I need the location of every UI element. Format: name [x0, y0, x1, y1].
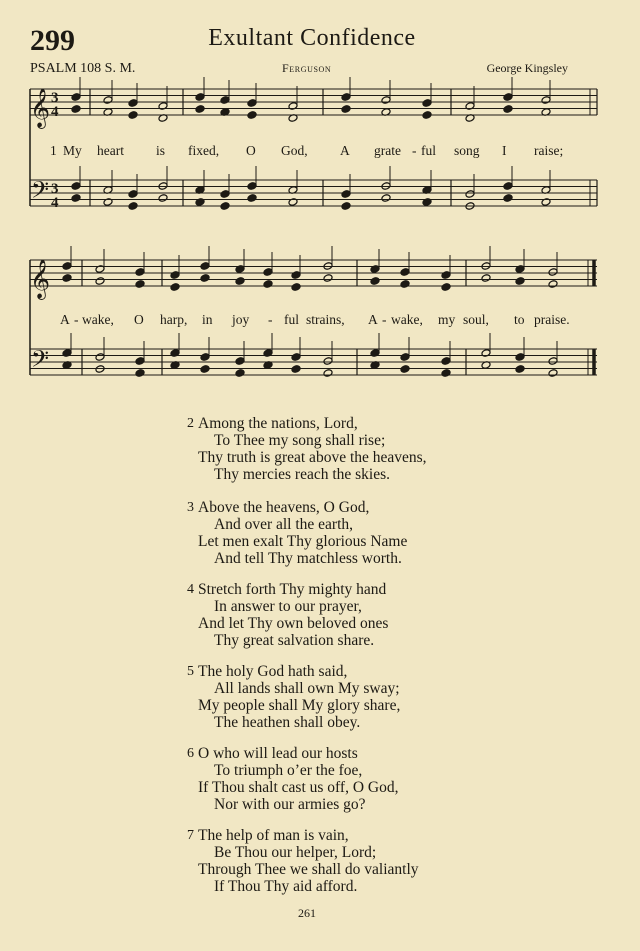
syllable: in	[202, 312, 213, 327]
quarter-note-head	[71, 194, 81, 203]
bass-clef: 𝄢	[31, 176, 50, 209]
stanza-line: If Thou shalt cast us off, O God,	[198, 779, 399, 796]
syllable: harp,	[160, 312, 188, 327]
quarter-note-head	[135, 357, 145, 366]
stanza-line: Among the nations, Lord,	[198, 415, 358, 432]
quarter-note-head	[247, 182, 257, 191]
syllable: raise;	[534, 143, 564, 158]
stanza-number: 1	[50, 143, 57, 158]
stanza-line: Let men exalt Thy glorious Name	[198, 533, 408, 550]
quarter-note-head	[128, 190, 138, 199]
half-note-head	[158, 194, 168, 203]
syllable: My	[63, 143, 82, 158]
half-note-head	[548, 280, 558, 289]
half-note-head	[95, 277, 105, 286]
half-note-head	[481, 274, 491, 283]
stanza-line: Thy great salvation share.	[214, 632, 375, 649]
quarter-note-head	[135, 280, 145, 289]
syllable: wake,	[82, 312, 114, 327]
stanza-line: The help of man is vain,	[198, 827, 349, 844]
syllable: soul,	[463, 312, 489, 327]
hymn-number: 299	[30, 24, 75, 57]
syllable: ful	[421, 143, 436, 158]
music-score	[0, 0, 640, 400]
quarter-note-head	[247, 194, 257, 203]
quarter-note-head	[422, 111, 432, 120]
stanza-line: In answer to our prayer,	[214, 598, 362, 615]
syllable: strains,	[306, 312, 345, 327]
quarter-note-head	[503, 182, 513, 191]
quarter-note-head	[515, 277, 525, 286]
quarter-note-head	[135, 369, 145, 378]
syllable: God,	[281, 143, 308, 158]
syllable: -	[268, 312, 273, 327]
syllable: -	[382, 312, 387, 327]
quarter-note-head	[220, 202, 230, 211]
stanza-line: And tell Thy matchless worth.	[214, 550, 402, 567]
half-note-head	[548, 369, 558, 378]
quarter-note-head	[200, 353, 210, 362]
half-note-head	[323, 274, 333, 283]
quarter-note-head	[503, 93, 513, 102]
quarter-note-head	[200, 365, 210, 374]
syllable: my	[438, 312, 456, 327]
time-signature-bass-top: 3	[51, 181, 59, 197]
quarter-note-head	[128, 99, 138, 108]
quarter-note-head	[62, 262, 72, 271]
composer-name: George Kingsley	[486, 61, 568, 75]
quarter-note-head	[71, 182, 81, 191]
quarter-note-head	[62, 274, 72, 283]
quarter-note-head	[247, 99, 257, 108]
quarter-note-head	[400, 280, 410, 289]
syllable: A	[340, 143, 350, 158]
page-number: 261	[298, 906, 316, 920]
quarter-note-head	[195, 93, 205, 102]
stanza-number: 6	[187, 746, 194, 761]
syllable: A	[368, 312, 378, 327]
half-note-head	[381, 194, 391, 203]
stanza-line: To Thee my song shall rise;	[214, 432, 386, 449]
quarter-note-head	[341, 202, 351, 211]
syllable: -	[74, 312, 79, 327]
syllable: to	[514, 312, 525, 327]
quarter-note-head	[220, 96, 230, 105]
stanza-number: 2	[187, 416, 194, 431]
syllable: praise.	[534, 312, 570, 327]
stanza-line: To triumph o’er the foe,	[214, 762, 363, 779]
syllable: O	[246, 143, 256, 158]
quarter-note-head	[515, 365, 525, 374]
stanza-line: If Thou Thy aid afford.	[214, 878, 358, 895]
stanza-line: And let Thy own beloved ones	[198, 615, 389, 632]
quarter-note-head	[247, 111, 257, 120]
quarter-note-head	[370, 277, 380, 286]
meter-label: PSALM 108 S. M.	[30, 61, 136, 76]
half-note-head	[323, 357, 333, 366]
bass-clef: 𝄢	[31, 345, 50, 378]
quarter-note-head	[263, 268, 273, 277]
stanza-line: Through Thee we shall do valiantly	[198, 861, 419, 878]
quarter-note-head	[515, 353, 525, 362]
half-note-head	[323, 369, 333, 378]
quarter-note-head	[135, 268, 145, 277]
syllable: song	[454, 143, 480, 158]
quarter-note-head	[441, 271, 451, 280]
quarter-note-head	[235, 369, 245, 378]
syllable: I	[502, 143, 507, 158]
stanza-line: The heathen shall obey.	[214, 714, 361, 731]
stanza-number: 5	[187, 664, 194, 679]
quarter-note-head	[291, 271, 301, 280]
stanza-line: Thy mercies reach the skies.	[214, 466, 391, 483]
syllable: -	[412, 143, 417, 158]
syllable: heart	[97, 143, 124, 158]
quarter-note-head	[291, 283, 301, 292]
syllable: A	[60, 312, 70, 327]
time-signature-bass-bottom: 4	[51, 195, 59, 211]
stanza-line: Above the heavens, O God,	[198, 499, 370, 516]
stanza-line: And over all the earth,	[214, 516, 354, 533]
syllable: fixed,	[188, 143, 220, 158]
stanza-number: 4	[187, 582, 194, 597]
half-note-head	[548, 357, 558, 366]
syllable: grate	[374, 143, 401, 158]
quarter-note-head	[400, 353, 410, 362]
quarter-note-head	[195, 105, 205, 114]
quarter-note-head	[291, 365, 301, 374]
quarter-note-head	[400, 365, 410, 374]
stanza-line: The holy God hath said,	[198, 663, 348, 680]
stanza-line: Be Thou our helper, Lord;	[214, 844, 377, 861]
quarter-note-head	[341, 105, 351, 114]
quarter-note-head	[341, 93, 351, 102]
syllable: joy	[232, 312, 250, 327]
hymn-title: Exultant Confidence	[208, 25, 416, 51]
half-note-head	[541, 96, 551, 105]
quarter-note-head	[503, 105, 513, 114]
quarter-note-head	[200, 262, 210, 271]
stanza-line: My people shall My glory share,	[198, 697, 401, 714]
quarter-note-head	[128, 202, 138, 211]
quarter-note-head	[441, 357, 451, 366]
quarter-note-head	[400, 268, 410, 277]
quarter-note-head	[220, 190, 230, 199]
stanza-line: O who will lead our hosts	[198, 745, 358, 762]
treble-clef: 𝄞	[30, 88, 51, 128]
quarter-note-head	[235, 357, 245, 366]
treble-clef: 𝄞	[30, 259, 51, 299]
stanza-line: Nor with our armies go?	[214, 796, 366, 813]
quarter-note-head	[441, 283, 451, 292]
quarter-note-head	[235, 277, 245, 286]
half-note-head	[103, 96, 113, 105]
half-note-head	[465, 190, 475, 199]
stanza-line: Stretch forth Thy mighty hand	[198, 581, 387, 598]
quarter-note-head	[503, 194, 513, 203]
quarter-note-head	[291, 353, 301, 362]
quarter-note-head	[128, 111, 138, 120]
stanza-line: All lands shall own My sway;	[214, 680, 400, 697]
quarter-note-head	[170, 271, 180, 280]
quarter-note-head	[200, 274, 210, 283]
syllable: ful	[284, 312, 299, 327]
syllable: is	[156, 143, 166, 158]
quarter-note-head	[341, 190, 351, 199]
time-signature-treble-top: 3	[51, 90, 59, 106]
stanza-number: 7	[187, 828, 194, 843]
lyrics-line-2	[0, 312, 640, 332]
stanza-number: 3	[187, 500, 194, 515]
syllable: wake,	[391, 312, 423, 327]
tune-name: Ferguson	[282, 61, 332, 75]
staff-systems	[30, 77, 597, 378]
quarter-note-head	[71, 105, 81, 114]
half-note-head	[381, 96, 391, 105]
quarter-note-head	[263, 280, 273, 289]
quarter-note-head	[422, 99, 432, 108]
time-signature-treble-bottom: 4	[51, 104, 59, 120]
half-note-head	[548, 268, 558, 277]
stanza-line: Thy truth is great above the heavens,	[198, 449, 427, 466]
quarter-note-head	[71, 93, 81, 102]
half-note-head	[95, 353, 105, 362]
syllable: O	[134, 312, 144, 327]
quarter-note-head	[441, 369, 451, 378]
quarter-note-head	[170, 283, 180, 292]
lyrics-line-1	[0, 143, 640, 163]
